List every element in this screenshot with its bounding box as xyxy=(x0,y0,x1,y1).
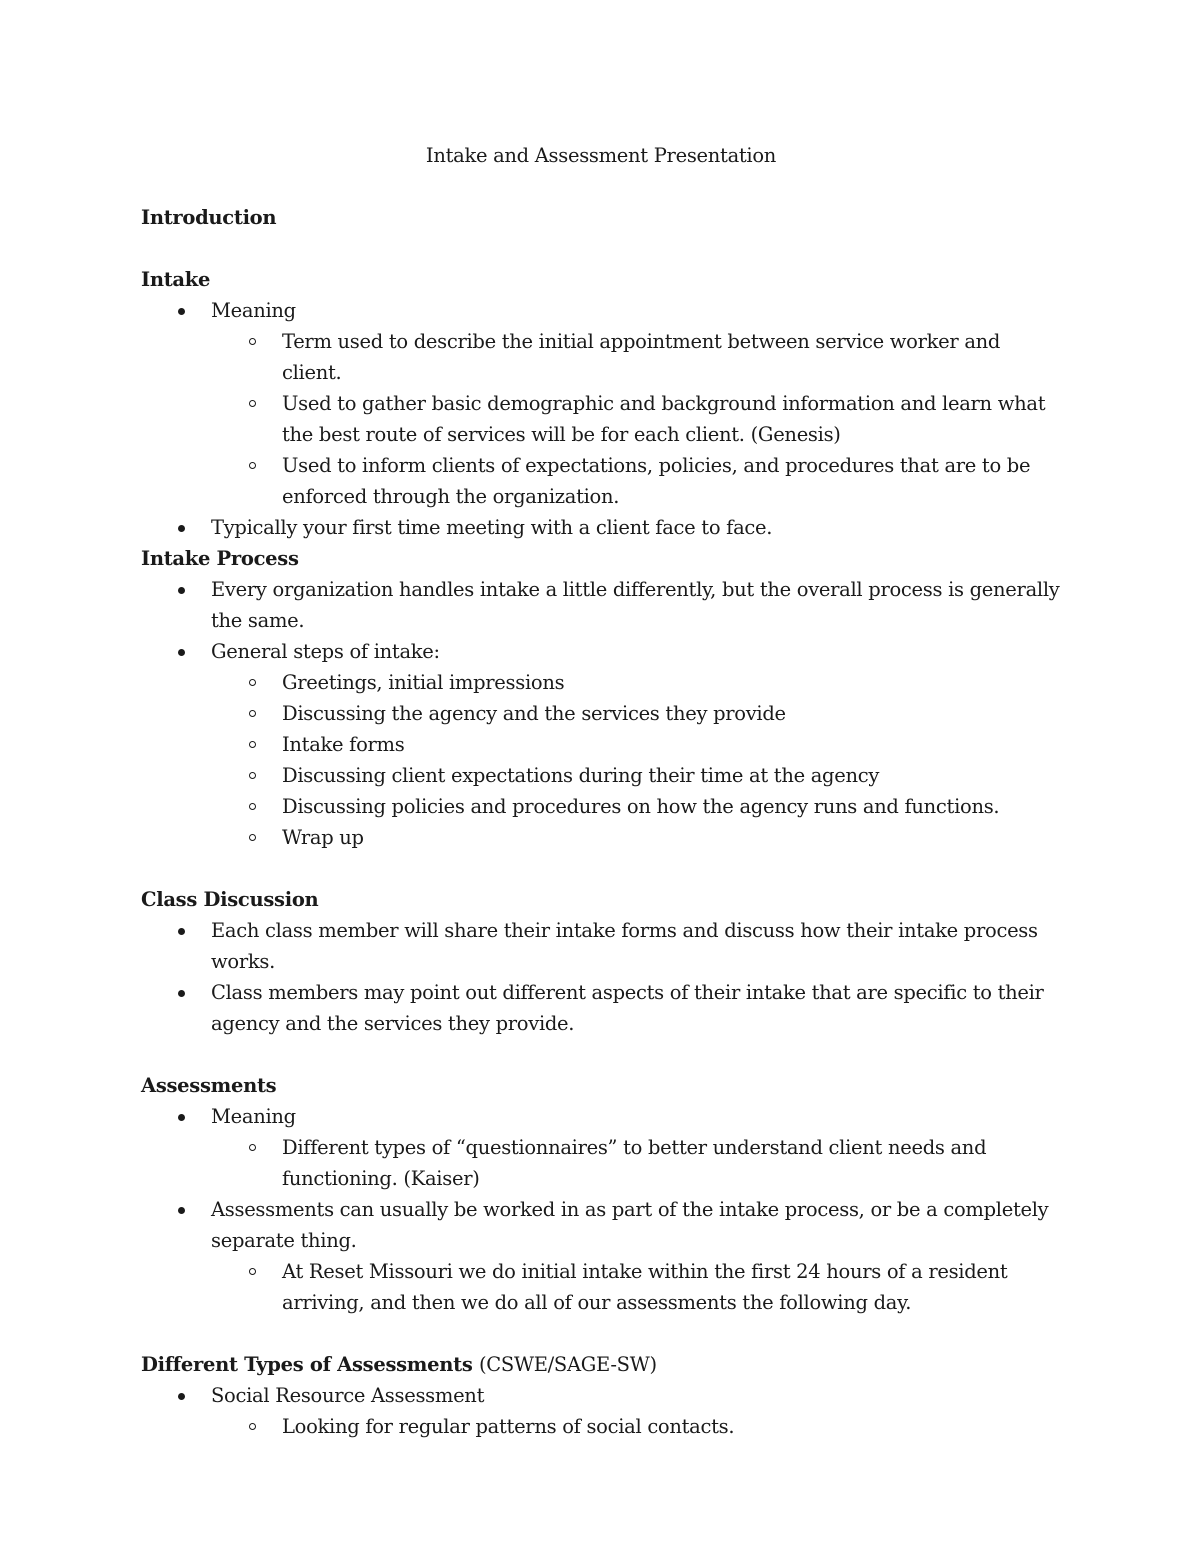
heading-introduction: Introduction xyxy=(141,206,277,229)
heading-intake-process: Intake Process xyxy=(141,547,299,570)
list-item xyxy=(211,1380,1061,1442)
list-item: Every organization handles intake a little differently, but the overall process is generally the same. xyxy=(211,574,1061,636)
list-item: Each class member will share their intake forms and discuss how their intake process works. xyxy=(211,915,1061,977)
list-item: Wrap up xyxy=(282,822,1061,853)
intake-list xyxy=(141,295,1061,543)
class-discussion-list xyxy=(141,915,1061,1039)
list-item: Intake forms xyxy=(282,729,1061,760)
steps-list xyxy=(211,667,1061,853)
list-item: Typically your first time meeting with a client face to face. xyxy=(211,512,1061,543)
heading-intake: Intake xyxy=(141,268,211,291)
list-item: Discussing client expectations during their time at the agency xyxy=(282,760,1061,791)
list-item: Different types of “questionnaires” to better understand client needs and functioning. (Kaiser) xyxy=(282,1132,1061,1194)
spacer xyxy=(141,233,1061,264)
heading-types-of-assessments xyxy=(141,1349,1061,1380)
steps-label: General steps of intake: xyxy=(211,640,440,663)
list-item xyxy=(211,636,1061,853)
list-item xyxy=(211,1101,1061,1194)
list-item: Discussing the agency and the services they provide xyxy=(282,698,1061,729)
assessments-list xyxy=(141,1101,1061,1318)
list-item: Greetings, initial impressions xyxy=(282,667,1061,698)
spacer xyxy=(141,171,1061,202)
assessments-worked-in: Assessments can usually be worked in as part of the intake process, or be a completely separate thing. xyxy=(211,1198,1049,1252)
heading-assessments: Assessments xyxy=(141,1074,277,1097)
list-item: At Reset Missouri we do initial intake within the first 24 hours of a resident arriving, and then we do all of our assessments the following day. xyxy=(282,1256,1061,1318)
list-item: Used to gather basic demographic and background information and learn what the best route of services will be for each client. (Genesis) xyxy=(282,388,1061,450)
assessments-worked-in-list xyxy=(211,1256,1061,1318)
spacer xyxy=(141,1039,1061,1070)
assessments-meaning-label: Meaning xyxy=(211,1105,296,1128)
list-item xyxy=(211,1194,1061,1318)
intake-meaning-label: Meaning xyxy=(211,299,296,322)
types-list xyxy=(141,1380,1061,1442)
type-sublist xyxy=(211,1411,1061,1442)
assessments-meaning-list xyxy=(211,1132,1061,1194)
type-label: Social Resource Assessment xyxy=(211,1384,485,1407)
intake-process-list xyxy=(141,574,1061,853)
heading-class-discussion: Class Discussion xyxy=(141,888,319,911)
document-title: Intake and Assessment Presentation xyxy=(425,144,777,167)
list-item: Looking for regular patterns of social contacts. xyxy=(282,1411,1061,1442)
list-item: Class members may point out different aspects of their intake that are specific to their agency and the services they provide. xyxy=(211,977,1061,1039)
intake-meaning-list xyxy=(211,326,1061,512)
list-item xyxy=(211,295,1061,512)
types-heading-text: Different Types of Assessments xyxy=(141,1353,473,1376)
types-source: (CSWE/SAGE-SW) xyxy=(479,1353,657,1376)
spacer xyxy=(141,853,1061,884)
spacer xyxy=(141,1318,1061,1349)
document-page xyxy=(141,140,1061,1442)
list-item: Term used to describe the initial appointment between service worker and client. xyxy=(282,326,1061,388)
list-item: Used to inform clients of expectations, policies, and procedures that are to be enforced through the organization. xyxy=(282,450,1061,512)
list-item: Discussing policies and procedures on how the agency runs and functions. xyxy=(282,791,1061,822)
